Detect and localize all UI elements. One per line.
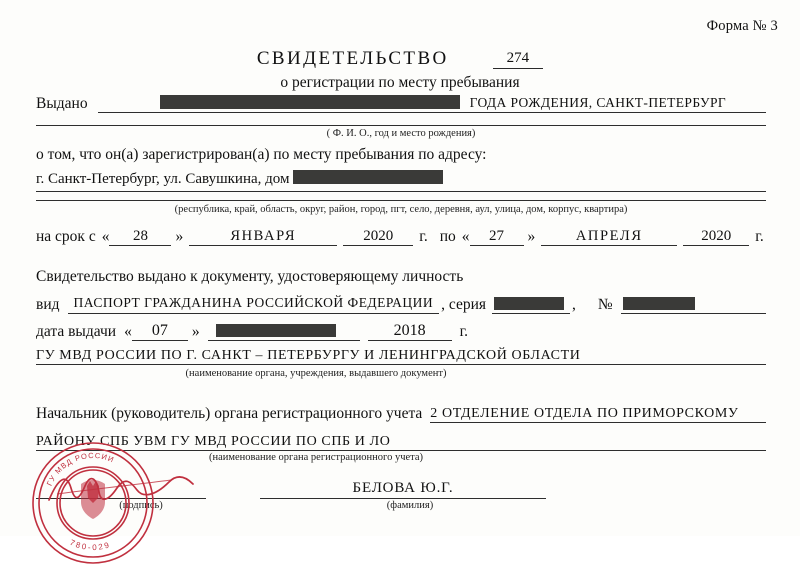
term-to-prefix: по — [439, 228, 456, 245]
redaction-block — [216, 324, 336, 337]
identity-kind-label: вид — [36, 296, 60, 313]
quote-open: « — [101, 228, 110, 245]
identity-number-label: № — [597, 296, 613, 313]
identity-kind-row: вид ПАСПОРТ ГРАЖДАНИНА РОССИЙСКОЙ ФЕДЕРАЦИИ , серия , № — [36, 293, 766, 314]
address-field — [36, 170, 766, 192]
quote-close: » — [191, 323, 200, 340]
chief-label: Начальник (руководитель) органа регистрационного учета — [36, 405, 423, 422]
term-from-month: ЯНВАРЯ — [189, 228, 337, 246]
redaction-block — [293, 170, 443, 184]
term-from-year: 2020 — [343, 228, 413, 246]
svg-text:780-029 — [68, 538, 111, 552]
chief-office-line-1 — [430, 404, 766, 423]
identity-date-label: дата выдачи — [36, 323, 117, 340]
certificate-number: 274 — [493, 50, 544, 69]
term-from-day: 28 — [109, 228, 171, 246]
term-to-year-mark: г. — [755, 228, 764, 245]
signatory-name: БЕЛОВА Ю.Г. — [260, 480, 546, 499]
identity-kind-value — [68, 294, 440, 314]
term-to-day: 27 — [470, 228, 524, 246]
handwritten-signature — [45, 470, 215, 510]
term-to-year: 2020 — [683, 228, 749, 246]
issued-row — [36, 92, 766, 113]
term-prefix: на срок с — [36, 228, 96, 245]
identity-date-day: 07 — [132, 322, 188, 341]
stamp-bottom-text: 780-029 — [68, 537, 112, 553]
identity-date-year: 2018 — [368, 322, 452, 341]
issued-birth-text: ГОДА РОЖДЕНИЯ, САНКТ-ПЕТЕРБУРГ — [469, 95, 727, 110]
signature-caption-right: (фамилия) — [386, 500, 434, 511]
registration-intro: о том, что он(а) зарегистрирован(а) по месту пребывания по адресу: — [36, 146, 487, 163]
identity-authority-caption: (наименование органа, учреждения, выдавшего документ) — [185, 368, 447, 379]
term-row — [36, 228, 766, 246]
signature-caption-left: (подпись) — [119, 500, 163, 511]
issued-second-line — [36, 124, 766, 126]
address-caption: (республика, край, область, округ, район, город, пгт, село, деревня, аул, улица, дом, корпус, квартира) — [174, 204, 628, 215]
identity-series-label: , серия — [441, 296, 487, 313]
page-title: СВИДЕТЕЛЬСТВО — [256, 48, 449, 69]
chief-row — [36, 404, 766, 423]
page-subtitle: о регистрации по месту пребывания — [280, 74, 520, 91]
address-row — [36, 170, 766, 192]
title-block — [0, 48, 800, 92]
quote-open: « — [461, 228, 470, 245]
quote-close: » — [175, 228, 184, 245]
stamp-top-text: ГУ МВД РОССИИ — [44, 450, 116, 488]
identity-date-row — [36, 320, 766, 341]
identity-intro: Свидетельство выдано к документу, удостоверяющему личность — [36, 268, 464, 285]
identity-authority-text: ГУ МВД РОССИИ ПО Г. САНКТ – ПЕТЕРБУРГУ И ЛЕНИНГРАДСКОЙ ОБЛАСТИ — [36, 348, 581, 363]
chief-caption: (наименование органа регистрационного учета) — [208, 452, 424, 463]
identity-date-month-field — [208, 320, 360, 341]
term-to-month: АПРЕЛЯ — [541, 228, 677, 246]
address-second-line — [36, 200, 766, 201]
identity-series-field — [492, 293, 570, 314]
identity-date-year-mark: г. — [459, 323, 469, 340]
quote-close: » — [527, 228, 536, 245]
identity-number-field — [621, 293, 766, 314]
redaction-block — [160, 95, 460, 109]
issued-value-field — [98, 92, 766, 113]
redaction-block — [623, 297, 695, 310]
form-number: Форма № 3 — [706, 18, 778, 34]
issued-caption: ( Ф. И. О., год и место рождения) — [326, 128, 476, 139]
identity-authority — [36, 346, 766, 365]
term-from-year-mark: г. — [419, 228, 428, 245]
issued-label: Выдано — [36, 95, 88, 112]
redaction-block — [494, 297, 564, 310]
quote-open: « — [124, 323, 132, 340]
identity-kind-text: ПАСПОРТ ГРАЖДАНИНА РОССИЙСКОЙ ФЕДЕРАЦИИ — [73, 295, 434, 310]
chief-office-text-2: РАЙОНУ СПБ УВМ ГУ МВД РОССИИ ПО СПБ И ЛО — [36, 434, 391, 449]
chief-office-text-1: 2 ОТДЕЛЕНИЕ ОТДЕЛА ПО ПРИМОРСКОМУ — [430, 406, 739, 421]
address-value: г. Санкт-Петербург, ул. Савушкина, дом — [36, 171, 290, 187]
